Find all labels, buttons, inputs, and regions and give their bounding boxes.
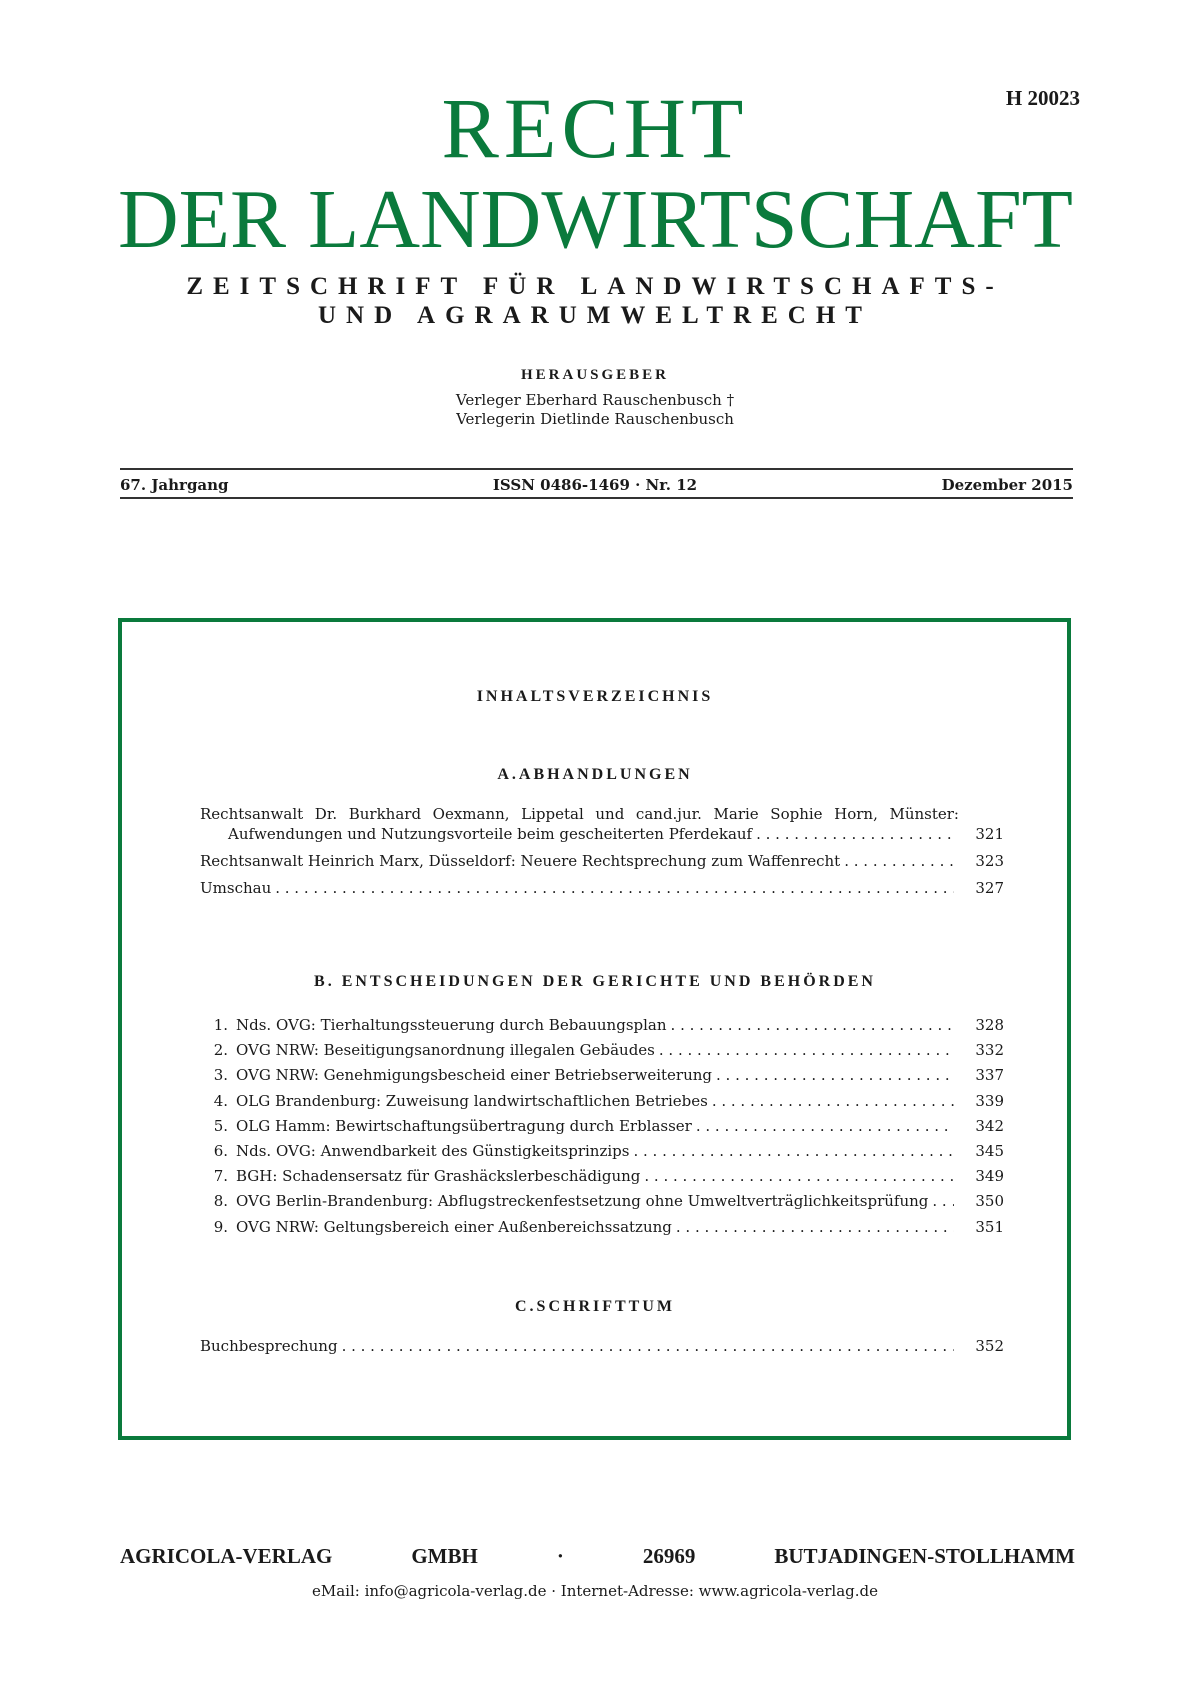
toc-entry-b6[interactable] <box>200 1142 1004 1160</box>
toc-entry-b1[interactable] <box>200 1016 1004 1034</box>
toc-entry-text <box>200 1016 667 1034</box>
leader-dots <box>671 1016 954 1034</box>
toc-entry-text <box>200 1117 692 1135</box>
section-b-title: B. ENTSCHEIDUNGEN DER GERICHTE UND BEHÖRDEN <box>314 973 876 990</box>
page-number: 339 <box>975 1091 1004 1110</box>
leader-dots <box>756 825 954 843</box>
page-number: 350 <box>975 1192 1004 1211</box>
entry-title: OLG Hamm: Bewirtschaftungsübertragung durch Erblasser <box>236 1116 692 1135</box>
page-number: 332 <box>975 1041 1004 1060</box>
entry-number: 9. <box>213 1217 228 1236</box>
entry-number: 1. <box>213 1016 228 1034</box>
leader-dots <box>275 879 954 897</box>
journal-subtitle-line2: UND AGRARUMWELTRECHT <box>318 302 872 329</box>
toc-entry-text <box>200 1218 672 1236</box>
entry-title: Nds. OVG: Anwendbarkeit des Günstigkeitsprinzips <box>236 1142 630 1160</box>
issue-code: H 20023 <box>1005 86 1080 110</box>
leader-dots <box>712 1092 954 1110</box>
entry-number: 7. <box>213 1167 228 1186</box>
toc-entry-text <box>200 1041 655 1059</box>
issue-date: Dezember 2015 <box>941 476 1073 494</box>
page-number: 349 <box>975 1167 1004 1186</box>
entry-title: Nds. OVG: Tierhaltungssteuerung durch Bebauungsplan <box>236 1016 667 1034</box>
section-c-title: C.SCHRIFTTUM <box>514 1298 675 1315</box>
leader-dots <box>644 1167 954 1185</box>
page-number: 351 <box>975 1217 1004 1236</box>
leader-dots <box>696 1117 954 1135</box>
page-number: 327 <box>975 879 1004 897</box>
page-number: 328 <box>975 1016 1004 1034</box>
page-number: 321 <box>975 825 1004 843</box>
entry-title: OVG Berlin-Brandenburg: Abflugstreckenfestsetzung ohne Umweltverträglichkeitsprüfung <box>236 1192 929 1211</box>
leader-dots <box>633 1142 954 1160</box>
entry-number: 2. <box>213 1041 228 1060</box>
toc-entry-a1-line1: Rechtsanwalt Dr. Burkhard Oexmann, Lippetal und cand.jur. Marie Sophie Horn, Münster: <box>200 805 959 823</box>
leader-dots <box>659 1041 954 1059</box>
toc-entry-a1[interactable] <box>228 825 1004 843</box>
page-number: 345 <box>975 1142 1004 1160</box>
entry-title: BGH: Schadensersatz für Grashäckslerbeschädigung <box>236 1167 641 1186</box>
herausgeber-label: HERAUSGEBER <box>520 367 670 383</box>
journal-subtitle-line1: ZEITSCHRIFT FÜR LANDWIRTSCHAFTS- <box>186 273 1004 300</box>
leader-dots <box>716 1066 954 1084</box>
leader-dots <box>844 852 954 870</box>
entry-number: 8. <box>213 1192 228 1211</box>
toc-entry-b9[interactable] <box>200 1218 1004 1236</box>
page-number: 323 <box>975 852 1004 870</box>
journal-title-line1: RECHT <box>441 80 749 176</box>
toc-entry-text: Buchbesprechung <box>200 1337 338 1355</box>
entry-number: 6. <box>213 1142 228 1160</box>
toc-entry-text <box>200 1167 640 1185</box>
bottom-rule <box>120 497 1073 499</box>
publisher-address: AGRICOLA-VERLAG GMBH · 26969 BUTJADINGEN-STOLLHAMM <box>120 1544 1075 1568</box>
page-number: 337 <box>975 1066 1004 1085</box>
toc-entry-text: Rechtsanwalt Heinrich Marx, Düsseldorf: Neuere Rechtsprechung zum Waffenrecht <box>200 852 841 870</box>
leader-dots <box>932 1192 954 1210</box>
toc-entry-text <box>200 1142 629 1160</box>
toc-entry-b7[interactable] <box>200 1167 1004 1185</box>
issn-number: ISSN 0486-1469 · Nr. 12 <box>492 476 698 494</box>
toc-entry-b4[interactable] <box>200 1092 1004 1110</box>
volume-year: 67. Jahrgang <box>120 476 229 494</box>
publisher-name-1: Verleger Eberhard Rauschenbusch † <box>455 391 735 409</box>
toc-entry-b8[interactable] <box>200 1192 1004 1210</box>
leader-dots <box>676 1218 954 1236</box>
toc-entry-text <box>200 1192 928 1210</box>
toc-entry-text: Umschau <box>200 879 272 897</box>
toc-entry-b5[interactable] <box>200 1117 1004 1135</box>
toc-entry-a3[interactable] <box>200 879 1004 897</box>
toc-entry-a1-line2: Aufwendungen und Nutzungsvorteile beim gescheiterten Pferdekauf <box>228 825 753 843</box>
entry-title: OVG NRW: Beseitigungsanordnung illegalen Gebäudes <box>236 1041 655 1060</box>
toc-entry-c1[interactable] <box>200 1337 1004 1355</box>
page-number: 352 <box>975 1337 1004 1355</box>
toc-heading: INHALTSVERZEICHNIS <box>476 688 714 705</box>
top-rule <box>120 468 1073 470</box>
toc-entry-b3[interactable] <box>200 1066 1004 1084</box>
journal-title-line2: DER LANDWIRTSCHAFT <box>118 173 1073 266</box>
publisher-name-2: Verlegerin Dietlinde Rauschenbusch <box>456 410 734 428</box>
entry-number: 3. <box>213 1066 228 1085</box>
entry-number: 5. <box>213 1116 228 1135</box>
entry-number: 4. <box>213 1091 228 1110</box>
entry-title: OVG NRW: Geltungsbereich einer Außenbereichssatzung <box>236 1217 672 1236</box>
entry-title: OVG NRW: Genehmigungsbescheid einer Betriebserweiterung <box>236 1066 713 1085</box>
entry-title: OLG Brandenburg: Zuweisung landwirtschaftlichen Betriebes <box>236 1091 708 1110</box>
toc-entry-b2[interactable] <box>200 1041 1004 1059</box>
section-a-title: A.ABHANDLUNGEN <box>497 766 693 783</box>
toc-entry-text <box>200 1066 712 1084</box>
contact-line: eMail: info@agricola-verlag.de · Internet-Adresse: www.agricola-verlag.de <box>311 1582 879 1600</box>
page-number: 342 <box>975 1116 1004 1135</box>
leader-dots <box>342 1337 954 1355</box>
toc-entry-a2[interactable] <box>200 852 1004 870</box>
toc-entry-text <box>200 1092 708 1110</box>
